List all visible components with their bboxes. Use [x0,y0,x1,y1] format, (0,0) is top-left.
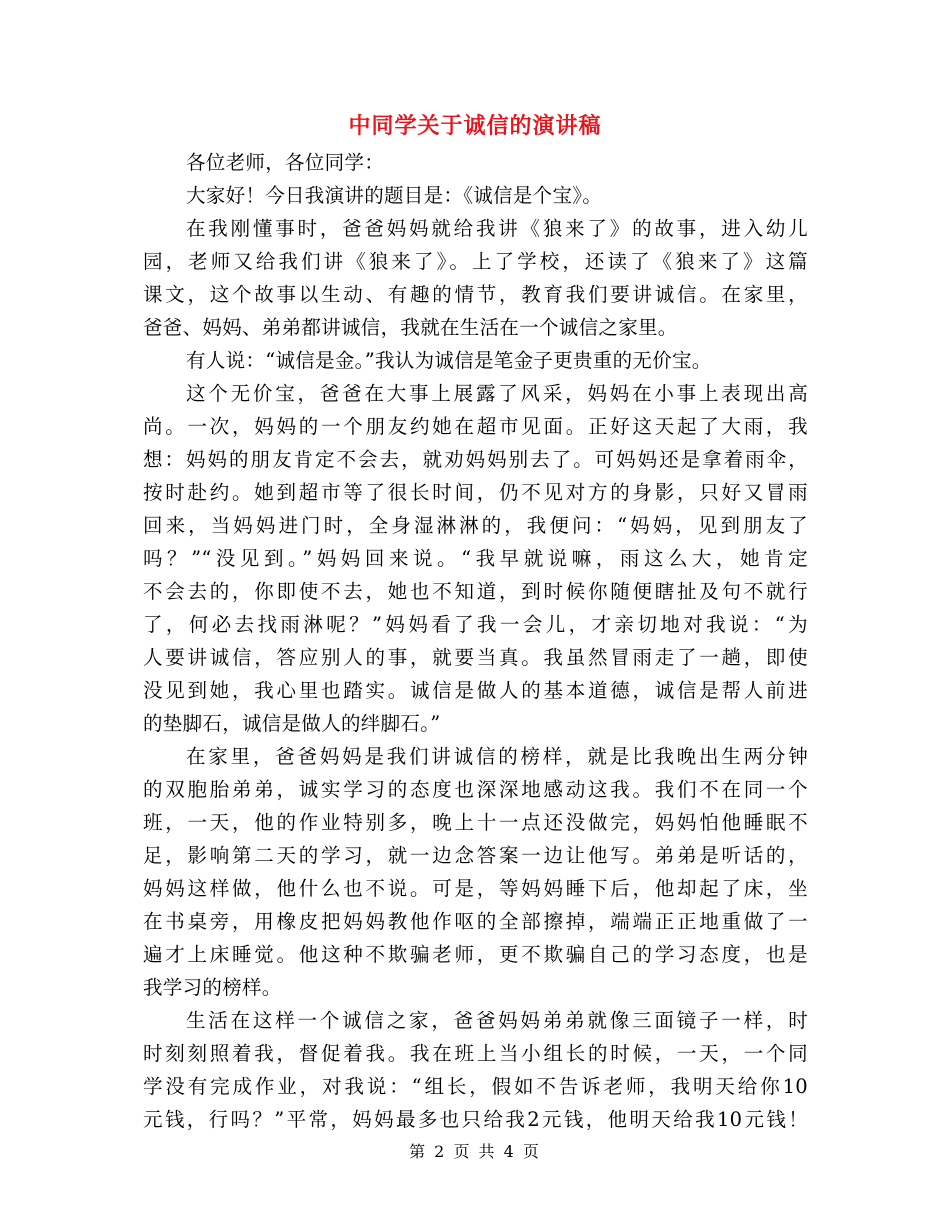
text-line: 遍才上床睡觉。他这种不欺骗老师，更不欺骗自己的学习态度，也是 [143,943,808,966]
text-line: 在我刚懂事时，爸爸妈妈就给我讲《狼来了》的故事，进入幼儿 [186,217,808,240]
text-line: 吗？”“没见到。”妈妈回来说。“我早就说嘛，雨这么大，她肯定 [143,547,808,570]
text-line: 我学习的榜样。 [143,976,282,999]
text-line: 时刻刻照着我，督促着我。我在班上当小组长的时候，一天，一个同 [143,1042,808,1065]
text-line: 尚。一次，妈妈的一个朋友约她在超市见面。正好这天起了大雨，我 [143,415,808,438]
text-line: 园，老师又给我们讲《狼来了》。上了学校，还读了《狼来了》这篇 [143,250,808,273]
text-line: 不会去的，你即使不去，她也不知道，到时候你随便瞎扯及句不就行 [143,580,808,603]
text-line: 爸爸、妈妈、弟弟都讲诚信，我就在生活在一个诚信之家里。 [143,316,678,339]
text-line: 在家里，爸爸妈妈是我们讲诚信的榜样，就是比我晚出生两分钟 [186,745,808,768]
text-line: 妈妈这样做，他什么也不说。可是，等妈妈睡下后，他却起了床，坐 [143,877,808,900]
text-line: 课文，这个故事以生动、有趣的情节，教育我们要讲诚信。在家里， [143,283,808,306]
text-line: 的垫脚石，诚信是做人的绊脚石。” [143,712,441,735]
text-line: 人要讲诚信，答应别人的事，就要当真。我虽然冒雨走了一趟，即使 [143,646,808,669]
text-line: 生活在这样一个诚信之家，爸爸妈妈弟弟就像三面镜子一样，时 [186,1009,808,1032]
page-number-footer: 第 2 页 共 4 页 [409,1142,541,1161]
text-line: 这个无价宝，爸爸在大事上展露了风采，妈妈在小事上表现出高 [186,382,808,405]
document-title: 中同学关于诚信的演讲稿 [348,113,602,139]
text-line: 学没有完成作业，对我说：“组长，假如不告诉老师，我明天给你10 [143,1075,808,1098]
text-line: 各位老师，各位同学： [186,151,385,174]
text-line: 了，何必去找雨淋呢？”妈妈看了我一会儿，才亲切地对我说：“为 [143,613,808,636]
text-line: 足，影响第二天的学习，就一边念答案一边让他写。弟弟是听话的， [143,844,808,867]
text-line: 没见到她，我心里也踏实。诚信是做人的基本道德，诚信是帮人前进 [143,679,808,702]
text-line: 回来，当妈妈进门时，全身湿淋淋的，我便问：“妈妈，见到朋友了 [143,514,808,537]
text-line: 元钱，行吗？”平常，妈妈最多也只给我2元钱，他明天给我10元钱！ [143,1108,808,1131]
text-line: 在书桌旁，用橡皮把妈妈教他作呕的全部擦掉，端端正正地重做了一 [143,910,808,933]
text-line: 的双胞胎弟弟，诚实学习的态度也深深地感动这我。我们不在同一个 [143,778,808,801]
text-line: 班，一天，他的作业特别多，晚上十一点还没做完，妈妈怕他睡眠不 [143,811,808,834]
text-line: 有人说：“诚信是金。”我认为诚信是笔金子更贵重的无价宝。 [186,349,712,372]
text-line: 大家好！今日我演讲的题目是：《诚信是个宝》。 [186,184,603,207]
text-line: 按时赴约。她到超市等了很长时间，仍不见对方的身影，只好又冒雨 [143,481,808,504]
text-line: 想：妈妈的朋友肯定不会去，就劝妈妈别去了。可妈妈还是拿着雨伞， [143,448,808,471]
